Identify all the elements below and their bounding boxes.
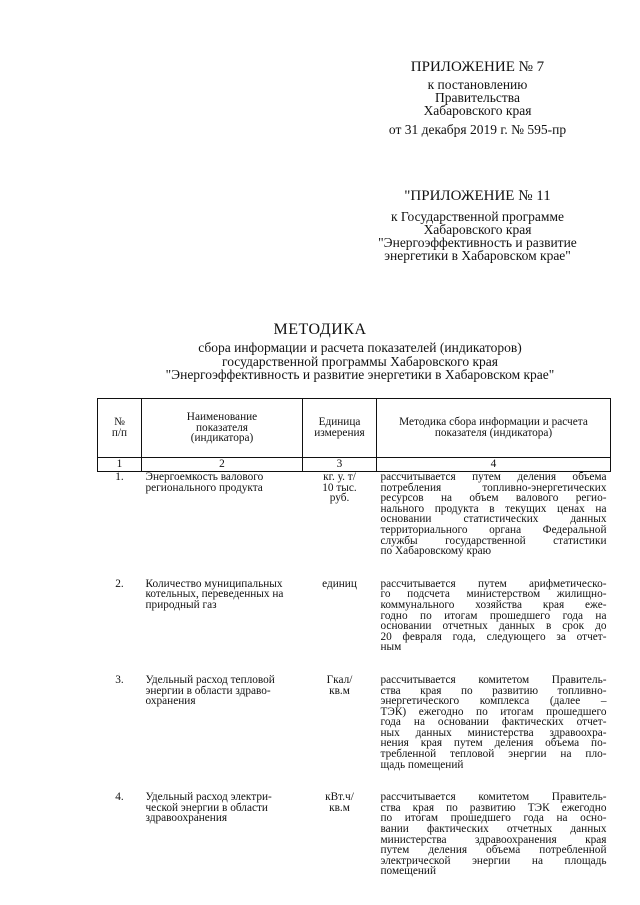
appendix-7-header — [340, 60, 615, 136]
indicator-unit-line: Гкал/ — [326, 673, 353, 686]
indicator-methodology-line: ных данных министерства здравоохра- — [380, 726, 607, 739]
indicator-unit-line: кВт.ч/ — [325, 791, 354, 804]
indicator-name-line: котельных, переведенных на — [145, 588, 284, 601]
indicator-methodology-line: рассчитывается путем арифметическо- — [380, 577, 607, 590]
indicator-methodology-line: вании фактических отчетных данных — [380, 823, 607, 836]
header-text: показателя — [196, 421, 248, 434]
appendix-7-title: ПРИЛОЖЕНИЕ № 7 — [410, 59, 545, 75]
header-text: Наименование — [186, 411, 258, 424]
appendix-11-line: Хабаровского края — [423, 222, 532, 237]
indicator-name-line: природный газ — [145, 598, 217, 611]
indicator-name-line: регионального продукта — [145, 481, 263, 494]
indicator-methodology-line: по Хабаровскому краю — [380, 545, 492, 558]
indicator-methodology-line: нального продукта в текущих ценах на — [380, 502, 607, 515]
indicator-name — [142, 792, 303, 899]
column-number: 1 — [98, 458, 142, 472]
subtitle-line: государственной программы Хабаровского края — [222, 353, 498, 369]
indicator-unit — [303, 472, 377, 579]
indicator-methodology-line: ства края по развитию ТЭК ежегодно — [380, 801, 607, 814]
indicator-unit — [303, 579, 377, 675]
table-row — [98, 675, 611, 792]
indicator-unit-line: 10 тыс. — [322, 481, 357, 494]
indicator-methodology-line: рассчитывается путем деления объема — [380, 471, 607, 483]
indicator-methodology — [377, 675, 611, 792]
indicator-methodology-line: энергетического комплекса (далее – — [380, 695, 607, 708]
indicator-name — [142, 579, 303, 675]
indicator-name-line: охранения — [145, 695, 196, 708]
indicator-methodology-line: требленной тепловой энергии на пло- — [380, 748, 607, 761]
appendix-11-title: "ПРИЛОЖЕНИЕ № 11 — [404, 188, 551, 204]
indicator-methodology-line: ным — [380, 641, 402, 654]
table-header-row — [98, 399, 611, 458]
header-text: Единица — [318, 416, 361, 429]
appendix-11-line: "Энергоэффективность и развитие — [378, 235, 577, 250]
subtitle-line: сбора информации и расчета показателей (индикаторов) — [198, 340, 522, 355]
indicator-unit-line: единиц — [322, 577, 357, 590]
column-number: 3 — [303, 458, 377, 472]
column-number-row — [98, 458, 611, 472]
header-text: п/п — [111, 427, 128, 439]
row-number: 4. — [115, 791, 124, 804]
indicator-methodology-line: коммунального хозяйства края еже- — [380, 598, 607, 611]
column-number: 4 — [377, 458, 611, 472]
header-text: Методика сбора информации и расчета — [399, 416, 588, 429]
indicator-name-line: Удельный расход электри- — [145, 791, 272, 804]
indicator-methodology-line: нения края путем деления объема по- — [380, 737, 607, 750]
indicator-methodology-line: потребления топливно-энергетических — [380, 481, 607, 494]
header-unit — [303, 399, 377, 458]
indicator-methodology-line: министерства здравоохранения края — [380, 833, 607, 846]
indicator-methodology-line: ТЭК) ежегодно по итогам прошедшего — [380, 705, 607, 718]
indicator-methodology-line: года на основании фактических отчет- — [380, 716, 607, 729]
indicator-unit-line: кг. у. т/ — [323, 471, 356, 483]
indicator-methodology — [377, 792, 611, 899]
header-text: измерения — [314, 427, 365, 439]
table-row — [98, 792, 611, 899]
indicator-methodology-line: 20 февраля года, следующего за отчет- — [380, 630, 607, 643]
indicator-methodology-line: рассчитывается комитетом Правитель- — [380, 791, 607, 804]
appendix-11-line: к Государственной программе — [390, 209, 565, 224]
header-text: № — [114, 416, 125, 429]
indicator-methodology-line: основании отчетных данных в срок до — [380, 620, 607, 633]
indicator-methodology-line: территориального органа Федеральной — [380, 523, 607, 536]
indicator-methodology-line: службы государственной статистики — [380, 534, 607, 547]
table-row — [98, 579, 611, 675]
appendix-7-line: Правительства — [435, 90, 520, 105]
table-row — [98, 472, 611, 579]
indicator-name-line: Количество муниципальных — [145, 577, 283, 590]
indicator-unit — [303, 792, 377, 899]
row-number: 3. — [115, 673, 124, 686]
indicator-methodology — [377, 472, 611, 579]
appendix-7-line: к постановлению — [427, 77, 528, 92]
indicator-name-line: Удельный расход тепловой — [145, 673, 275, 686]
indicator-methodology-line: электрической энергии на площадь — [380, 854, 607, 867]
indicator-name-line: Энергоемкость валового — [145, 471, 264, 483]
indicator-methodology-line: щадь помещений — [380, 758, 464, 771]
indicator-name — [142, 472, 303, 579]
appendix-11-line: энергетики в Хабаровском крае" — [384, 248, 571, 263]
document-title: МЕТОДИКА — [273, 321, 367, 338]
indicator-unit-line: кв.м — [329, 801, 350, 814]
indicator-unit-line: кв.м — [329, 684, 350, 697]
methodology-table — [97, 398, 611, 899]
subtitle-line: "Энергоэффективность и развитие энергетики в Хабаровском крае" — [165, 367, 555, 382]
document-subtitle — [0, 341, 640, 382]
indicator-methodology-line: путем деления объема потребленной — [380, 844, 607, 857]
header-text: показателя (индикатора) — [434, 427, 553, 439]
indicator-methodology-line: рассчитывается комитетом Правитель- — [380, 673, 607, 686]
row-number: 2. — [115, 577, 124, 590]
header-methodology — [377, 399, 611, 458]
appendix-11-header — [340, 189, 615, 262]
appendix-7-date: от 31 декабря 2019 г. № 595-пр — [388, 122, 567, 137]
indicator-methodology-line: ства края по развитию топливно- — [380, 684, 607, 697]
row-number: 1. — [115, 471, 124, 483]
indicator-methodology-line: основании статистических данных — [380, 513, 607, 526]
column-number: 2 — [142, 458, 303, 472]
indicator-name-line: ческой энергии в области — [145, 801, 268, 814]
indicator-name-line: энергии в области здраво- — [145, 684, 271, 697]
indicator-methodology-line: ресурсов на объем валового регио- — [380, 492, 607, 505]
indicator-methodology-line: по итогам прошедшего года на осно- — [380, 812, 607, 825]
header-indicator-name — [142, 399, 303, 458]
header-number — [98, 399, 142, 458]
indicator-name — [142, 675, 303, 792]
indicator-unit — [303, 675, 377, 792]
appendix-7-line: Хабаровского края — [423, 103, 532, 118]
indicator-name-line: здравоохранения — [145, 812, 228, 825]
indicator-methodology-line: годно по итогам прошедшего года на — [380, 609, 607, 622]
indicator-unit-line: руб. — [329, 492, 350, 505]
indicator-methodology — [377, 579, 611, 675]
indicator-methodology-line: помещений — [380, 865, 436, 878]
header-text: (индикатора) — [190, 432, 254, 445]
indicator-methodology-line: го подсчета министерством жилищно- — [380, 588, 607, 601]
